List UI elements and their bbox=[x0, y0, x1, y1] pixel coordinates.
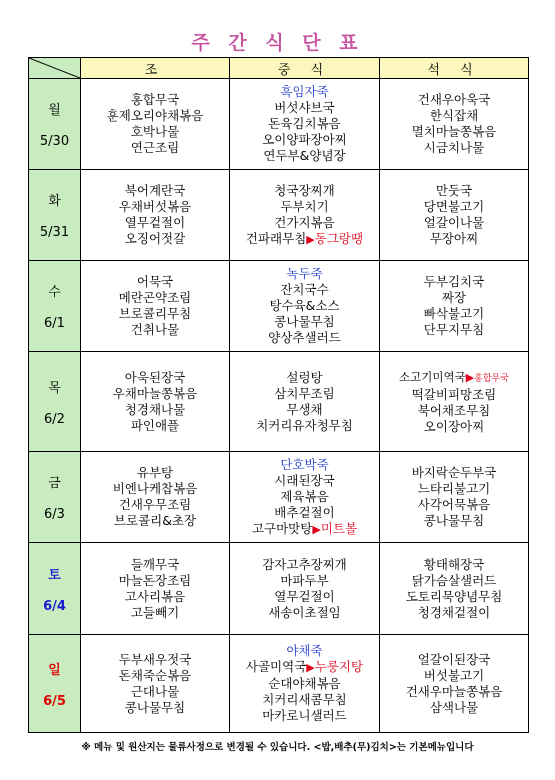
menu-item-with-alt bbox=[230, 659, 379, 676]
menu-item: 아욱된장국 bbox=[124, 369, 186, 385]
menu-item: 마파두부 bbox=[280, 572, 329, 588]
day-cell bbox=[29, 543, 81, 635]
menu-table bbox=[28, 57, 529, 733]
day-date: 5/31 bbox=[39, 225, 70, 240]
menu-item: 마늘돈장조림 bbox=[118, 572, 192, 588]
menu-item: 돈채죽순볶음 bbox=[118, 667, 192, 683]
lunch-cell bbox=[230, 261, 380, 352]
menu-item: 도토리묵양념무침 bbox=[405, 588, 503, 604]
menu-item: 마카로니샐러드 bbox=[262, 708, 347, 723]
header-lunch: 중 식 bbox=[230, 58, 380, 79]
dinner-cell bbox=[380, 79, 529, 170]
alt-menu-item: 홍합무국 bbox=[474, 373, 509, 384]
menu-item: 멸치마늘쫑볶음 bbox=[411, 124, 497, 139]
menu-item: 느타리불고기 bbox=[417, 481, 491, 496]
menu-item: 청국장찌개 bbox=[274, 182, 335, 198]
menu-item: 감자고추장찌개 bbox=[262, 556, 347, 572]
menu-item: 제육볶음 bbox=[280, 488, 329, 504]
menu-item: 훈제오리야채볶음 bbox=[106, 108, 204, 123]
menu-item: 고들빼기 bbox=[130, 604, 180, 620]
breakfast-cell bbox=[81, 352, 230, 452]
menu-item: 탕수육&소스 bbox=[269, 298, 340, 313]
menu-item: 유부탕 bbox=[136, 465, 174, 480]
alt-menu-item: 동그랑땡 bbox=[314, 230, 364, 246]
porridge-item: 흑임자죽 bbox=[280, 84, 329, 99]
day-name: 수 bbox=[48, 285, 61, 300]
alt-menu-item: 누룽지탕 bbox=[314, 659, 364, 674]
day-row bbox=[29, 543, 529, 635]
day-date: 6/2 bbox=[44, 411, 65, 427]
menu-item: 두부김치국 bbox=[423, 274, 485, 289]
menu-item: 고사리볶음 bbox=[124, 588, 186, 604]
menu-item: 새송이초절임 bbox=[268, 604, 341, 620]
breakfast-cell bbox=[81, 452, 230, 543]
menu-item: 메란곤약조림 bbox=[118, 290, 192, 305]
menu-item: 삼치무조림 bbox=[274, 385, 335, 401]
dinner-cell bbox=[380, 543, 529, 635]
lunch-cell bbox=[230, 635, 380, 733]
day-cell bbox=[29, 170, 81, 261]
breakfast-cell bbox=[81, 170, 230, 261]
day-date: 6/1 bbox=[44, 316, 65, 331]
menu-item: 소고기미역국 bbox=[399, 369, 466, 384]
menu-item: 건가지볶음 bbox=[274, 214, 335, 230]
menu-item: 만둣국 bbox=[435, 183, 473, 198]
menu-item: 콩나물무침 bbox=[423, 513, 485, 528]
breakfast-cell bbox=[81, 543, 230, 635]
menu-item: 당면불고기 bbox=[423, 199, 485, 214]
menu-item: 두부새우젓국 bbox=[118, 651, 192, 667]
menu-item: 배추겉절이 bbox=[274, 504, 335, 520]
menu-item: 우채마늘쫑볶음 bbox=[112, 385, 198, 401]
menu-item: 버섯샤브국 bbox=[274, 100, 335, 115]
day-name: 토 bbox=[48, 567, 61, 583]
menu-item: 들깨무국 bbox=[130, 556, 180, 572]
day-name: 일 bbox=[48, 662, 61, 678]
dinner-cell bbox=[380, 635, 529, 733]
alt-menu-item: 미트볼 bbox=[320, 520, 358, 536]
lunch-cell bbox=[230, 170, 380, 261]
menu-item: 무생채 bbox=[286, 401, 323, 417]
menu-item: 어묵국 bbox=[136, 274, 174, 289]
menu-item: 브로콜리무침 bbox=[118, 306, 192, 321]
day-cell bbox=[29, 635, 81, 733]
menu-item-with-alt bbox=[230, 521, 379, 538]
menu-item: 연두부&양념장 bbox=[263, 148, 346, 163]
menu-item: 우채버섯볶음 bbox=[118, 199, 192, 214]
menu-item: 연근조림 bbox=[130, 140, 180, 155]
menu-item: 비엔나케찹볶음 bbox=[112, 481, 198, 496]
dinner-cell bbox=[380, 261, 529, 352]
menu-item: 사각어묵볶음 bbox=[417, 497, 491, 512]
page-title: 주 간 식 단 표 bbox=[191, 32, 364, 54]
menu-item: 브로콜리&초장 bbox=[113, 513, 197, 528]
arrow-icon: ▶ bbox=[306, 232, 315, 246]
day-cell bbox=[29, 79, 81, 170]
menu-item: 파인애플 bbox=[130, 417, 180, 433]
dinner-cell bbox=[380, 352, 529, 452]
arrow-icon: ▶ bbox=[306, 661, 315, 674]
menu-item: 오이장아찌 bbox=[423, 418, 485, 434]
menu-item: 바지락순두부국 bbox=[411, 465, 497, 480]
menu-item: 빠삭불고기 bbox=[423, 306, 485, 321]
menu-item: 얼갈이된장국 bbox=[417, 651, 491, 667]
dinner-cell bbox=[380, 452, 529, 543]
menu-item: 오징어젓갈 bbox=[124, 231, 186, 246]
day-row bbox=[29, 79, 529, 170]
menu-item: 열무겉절이 bbox=[274, 588, 335, 604]
menu-item: 잔치국수 bbox=[280, 282, 329, 297]
day-name: 금 bbox=[48, 476, 61, 491]
day-date: 6/4 bbox=[43, 598, 66, 614]
day-date: 6/5 bbox=[43, 693, 66, 709]
menu-item: 사골미역국 bbox=[245, 659, 307, 674]
porridge-item: 야채죽 bbox=[286, 643, 323, 658]
menu-item: 북어계란국 bbox=[124, 183, 186, 198]
footnote: ※ 메뉴 및 원산지는 물류사정으로 변경될 수 있습니다. <밥,배추(무)김치>는 기본메뉴입니다 bbox=[81, 742, 474, 753]
day-cell bbox=[29, 352, 81, 452]
menu-item: 버섯불고기 bbox=[423, 667, 485, 683]
menu-item: 설렁탕 bbox=[286, 369, 323, 385]
menu-item: 돈육김치볶음 bbox=[268, 116, 341, 131]
corner-cell bbox=[29, 58, 81, 79]
menu-item: 양상추샐러드 bbox=[268, 330, 341, 345]
menu-item: 삼색나물 bbox=[429, 699, 479, 715]
menu-item: 건새우무조림 bbox=[118, 497, 192, 512]
day-row bbox=[29, 635, 529, 733]
menu-item: 청경채겉절이 bbox=[417, 604, 491, 620]
day-name: 목 bbox=[48, 380, 61, 396]
menu-item: 건새우마늘쫑볶음 bbox=[405, 683, 503, 699]
menu-item: 시금치나물 bbox=[423, 140, 485, 155]
arrow-icon: ▶ bbox=[312, 522, 321, 536]
day-row bbox=[29, 261, 529, 352]
day-cell bbox=[29, 261, 81, 352]
menu-item: 건새우아욱국 bbox=[417, 92, 491, 107]
arrow-icon: ▶ bbox=[465, 370, 475, 384]
menu-item: 얼갈이나물 bbox=[423, 215, 485, 230]
porridge-item: 녹두죽 bbox=[286, 266, 323, 281]
menu-item: 두부치기 bbox=[280, 198, 329, 214]
menu-item: 호박나물 bbox=[130, 124, 180, 139]
menu-item: 치커리유자청무침 bbox=[256, 417, 353, 433]
menu-item: 근대나물 bbox=[130, 683, 180, 699]
menu-item: 건파래무침 bbox=[245, 230, 307, 246]
dinner-cell bbox=[380, 170, 529, 261]
menu-item: 무장아찌 bbox=[429, 231, 479, 246]
menu-item: 떡갈비피망조림 bbox=[411, 386, 497, 402]
day-row bbox=[29, 352, 529, 452]
breakfast-cell bbox=[81, 79, 230, 170]
breakfast-cell bbox=[81, 261, 230, 352]
menu-item: 시래된장국 bbox=[274, 472, 335, 488]
menu-item: 건취나물 bbox=[130, 322, 180, 337]
menu-item: 한식잡채 bbox=[429, 108, 479, 123]
menu-item-with-alt bbox=[230, 231, 379, 248]
menu-item: 짜장 bbox=[441, 290, 467, 305]
menu-item: 순대야채볶음 bbox=[268, 676, 341, 691]
menu-item: 콩나물무침 bbox=[124, 699, 186, 715]
menu-item: 고구마맛탕 bbox=[251, 520, 313, 536]
header-breakfast: 조 bbox=[81, 58, 230, 79]
day-date: 6/3 bbox=[44, 507, 65, 522]
menu-item: 치커리새콤무침 bbox=[262, 692, 347, 707]
menu-item: 황태해장국 bbox=[423, 556, 485, 572]
day-name: 화 bbox=[48, 194, 61, 209]
menu-item: 열무겉절이 bbox=[124, 215, 186, 230]
menu-item: 오이양파장아찌 bbox=[262, 132, 347, 147]
day-name: 월 bbox=[48, 103, 61, 118]
lunch-cell bbox=[230, 352, 380, 452]
lunch-cell bbox=[230, 543, 380, 635]
day-date: 5/30 bbox=[39, 134, 70, 149]
menu-item: 북어채조무침 bbox=[417, 402, 491, 418]
breakfast-cell bbox=[81, 635, 230, 733]
menu-item: 닭가슴살샐러드 bbox=[411, 572, 497, 588]
porridge-item: 단호박죽 bbox=[280, 456, 329, 472]
day-cell bbox=[29, 452, 81, 543]
menu-item-with-alt bbox=[380, 369, 528, 387]
menu-item: 단무지무침 bbox=[423, 322, 485, 337]
menu-item: 홍합무국 bbox=[130, 92, 180, 107]
menu-item: 콩나물무침 bbox=[274, 314, 335, 329]
lunch-cell bbox=[230, 452, 380, 543]
header-dinner: 석 식 bbox=[380, 58, 529, 79]
day-row bbox=[29, 452, 529, 543]
day-row bbox=[29, 170, 529, 261]
menu-item: 청경채나물 bbox=[124, 401, 186, 417]
lunch-cell bbox=[230, 79, 380, 170]
